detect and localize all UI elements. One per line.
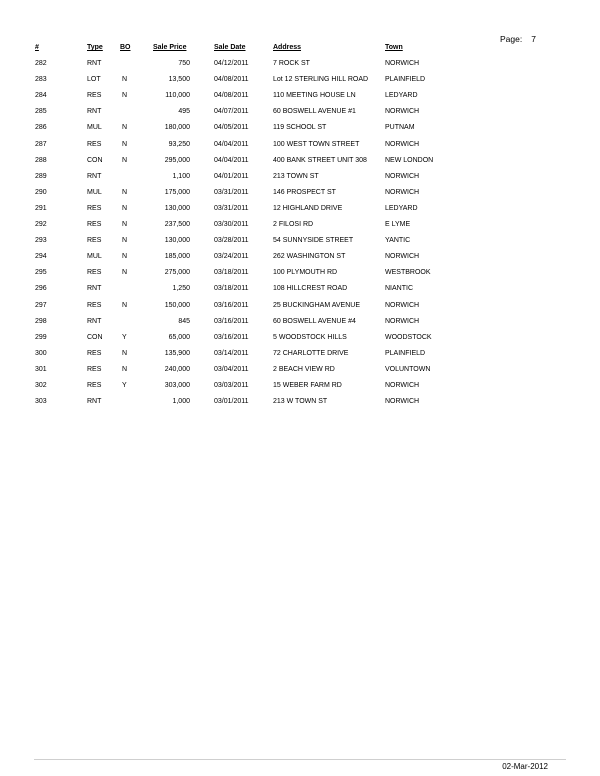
row-num: 296 — [35, 285, 47, 293]
table-row — [0, 108, 600, 124]
row-num: 284 — [35, 92, 47, 100]
row-sale-price: 180,000 — [164, 124, 190, 132]
row-sale-price: 175,000 — [164, 188, 190, 196]
row-sale-price: 1,000 — [172, 398, 190, 406]
row-type: RES — [87, 382, 102, 389]
table-row — [0, 60, 600, 76]
page-label: Page: — [500, 34, 523, 44]
row-sale-price: 295,000 — [164, 156, 190, 164]
row-type: LOT — [87, 76, 101, 84]
row-type: RES — [87, 269, 102, 277]
row-address: Lot 12 STERLING HILL ROAD — [273, 76, 369, 84]
row-bo: N — [122, 365, 128, 373]
row-num: 299 — [35, 333, 47, 341]
row-type: RES — [87, 365, 102, 373]
row-bo: N — [122, 156, 128, 164]
header-town: Town — [385, 44, 403, 51]
table-row — [0, 76, 600, 92]
row-sale-price: 1,250 — [172, 285, 190, 293]
row-type: RNT — [87, 317, 102, 325]
row-sale-price: 237,500 — [164, 221, 190, 228]
row-bo: N — [122, 253, 128, 261]
row-sale-date: 03/18/2011 — [214, 269, 249, 277]
row-num: 298 — [35, 317, 47, 325]
table-row — [0, 92, 600, 108]
row-address: 213 TOWN ST — [273, 172, 319, 180]
row-bo: N — [122, 188, 128, 196]
row-type: RNT — [87, 398, 102, 406]
row-town: NORWICH — [385, 253, 420, 261]
header-sale-date: Sale Date — [214, 44, 246, 51]
row-bo: N — [122, 221, 128, 228]
row-bo: Y — [122, 382, 127, 389]
row-type: MUL — [87, 253, 102, 261]
row-sale-price: 275,000 — [164, 269, 190, 277]
row-sale-date: 04/04/2011 — [214, 156, 249, 164]
row-town: NEW LONDON — [385, 156, 434, 164]
row-town: NIANTIC — [385, 285, 413, 293]
row-town: NORWICH — [385, 188, 420, 196]
row-num: 297 — [35, 301, 47, 309]
table-row — [0, 318, 600, 334]
row-town: NORWICH — [385, 398, 420, 406]
row-num: 303 — [35, 398, 47, 406]
table-row — [0, 269, 600, 285]
row-address: 213 W TOWN ST — [273, 398, 328, 406]
row-num: 289 — [35, 172, 47, 180]
row-address: 60 BOSWELL AVENUE #4 — [273, 317, 356, 325]
table-row — [0, 205, 600, 221]
row-address: 72 CHARLOTTE DRIVE — [273, 349, 349, 357]
table-row — [0, 285, 600, 301]
row-address: 400 BANK STREET UNIT 308 — [273, 156, 367, 164]
row-sale-price: 303,000 — [164, 382, 190, 389]
row-num: 300 — [35, 349, 47, 357]
row-bo: Y — [122, 333, 127, 341]
row-address: 2 FILOSI RD — [273, 221, 314, 228]
row-sale-date: 03/03/2011 — [214, 382, 249, 389]
row-sale-price: 240,000 — [164, 365, 190, 373]
row-bo: N — [122, 124, 128, 132]
row-sale-price: 65,000 — [168, 333, 190, 341]
header-type: Type — [87, 44, 103, 51]
row-sale-date: 03/16/2011 — [214, 301, 249, 309]
row-town: NORWICH — [385, 382, 420, 389]
table-row — [0, 221, 600, 237]
row-sale-date: 03/30/2011 — [214, 221, 249, 228]
row-bo: N — [122, 76, 128, 84]
row-address: 119 SCHOOL ST — [273, 124, 327, 132]
page-number: 7 — [531, 34, 536, 44]
row-town: NORWICH — [385, 140, 420, 148]
table-row — [0, 124, 600, 140]
row-sale-date: 03/04/2011 — [214, 365, 249, 373]
row-address: 100 WEST TOWN STREET — [273, 140, 360, 148]
table-row — [0, 189, 600, 205]
header-num: # — [35, 44, 39, 51]
row-town: WESTBROOK — [385, 269, 431, 277]
row-town: PLAINFIELD — [385, 76, 426, 84]
row-num: 285 — [35, 108, 47, 116]
row-sale-price: 845 — [178, 317, 190, 325]
row-town: LEDYARD — [385, 92, 418, 100]
row-num: 290 — [35, 188, 47, 196]
row-town: NORWICH — [385, 172, 420, 180]
row-town: NORWICH — [385, 301, 420, 309]
row-town: VOLUNTOWN — [385, 365, 431, 373]
row-sale-date: 04/05/2011 — [214, 124, 249, 132]
row-sale-price: 13,500 — [168, 76, 190, 84]
row-type: MUL — [87, 124, 102, 132]
row-address: 15 WEBER FARM RD — [273, 382, 342, 389]
row-sale-price: 130,000 — [164, 237, 190, 245]
row-sale-date: 03/28/2011 — [214, 237, 249, 245]
row-sale-date: 03/18/2011 — [214, 285, 249, 293]
row-type: RES — [87, 140, 102, 148]
row-bo: N — [122, 140, 128, 148]
row-sale-date: 03/24/2011 — [214, 253, 249, 261]
row-sale-price: 495 — [178, 108, 190, 116]
row-address: 60 BOSWELL AVENUE #1 — [273, 108, 356, 116]
row-address: 7 ROCK ST — [273, 60, 310, 67]
table-row — [0, 253, 600, 269]
row-type: RNT — [87, 108, 102, 116]
row-sale-price: 135,900 — [164, 349, 190, 357]
footer-divider — [34, 759, 566, 760]
row-address: 100 PLYMOUTH RD — [273, 269, 338, 277]
row-type: RES — [87, 221, 102, 228]
row-address: 262 WASHINGTON ST — [273, 253, 346, 261]
header-bo: BO — [120, 44, 131, 51]
row-sale-date: 03/31/2011 — [214, 204, 249, 212]
row-sale-date: 03/14/2011 — [214, 349, 249, 357]
row-town: NORWICH — [385, 108, 420, 116]
row-num: 302 — [35, 382, 47, 389]
table-row — [0, 237, 600, 253]
header-address: Address — [273, 44, 302, 51]
row-num: 301 — [35, 365, 47, 373]
row-address: 108 HILLCREST ROAD — [273, 285, 348, 293]
header-sale-price: Sale Price — [153, 44, 187, 51]
row-bo: N — [122, 92, 128, 100]
row-sale-date: 04/07/2011 — [214, 108, 249, 116]
row-sale-date: 04/08/2011 — [214, 76, 249, 84]
row-address: 2 BEACH VIEW RD — [273, 365, 335, 373]
row-num: 286 — [35, 124, 47, 132]
row-address: 146 PROSPECT ST — [273, 188, 336, 196]
row-town: PUTNAM — [385, 124, 415, 132]
row-type: CON — [87, 333, 103, 341]
row-num: 291 — [35, 204, 47, 212]
row-sale-date: 04/08/2011 — [214, 92, 249, 100]
row-address: 5 WOODSTOCK HILLS — [273, 333, 347, 341]
row-town: NORWICH — [385, 317, 420, 325]
row-num: 283 — [35, 76, 47, 84]
row-num: 293 — [35, 237, 47, 245]
row-type: RNT — [87, 172, 102, 180]
row-bo: N — [122, 349, 128, 357]
row-bo: N — [122, 301, 128, 309]
row-sale-date: 03/16/2011 — [214, 317, 249, 325]
table-row — [0, 334, 600, 350]
row-sale-date: 04/01/2011 — [214, 172, 249, 180]
row-bo: N — [122, 237, 128, 245]
row-type: RNT — [87, 285, 102, 293]
row-type: RES — [87, 237, 102, 245]
row-sale-price: 110,000 — [165, 92, 190, 100]
row-sale-date: 04/04/2011 — [214, 140, 249, 148]
row-address: 110 MEETING HOUSE LN — [273, 92, 356, 100]
table-row — [0, 398, 600, 414]
row-type: RES — [87, 92, 102, 100]
row-sale-date: 03/16/2011 — [214, 333, 249, 341]
row-sale-price: 1,100 — [172, 172, 190, 180]
row-type: CON — [87, 156, 103, 164]
row-bo: N — [122, 204, 128, 212]
table-row — [0, 173, 600, 189]
table-row — [0, 157, 600, 173]
row-town: YANTIC — [385, 237, 411, 245]
table-row — [0, 302, 600, 318]
row-num: 292 — [35, 221, 47, 228]
footer-date: 02-Mar-2012 — [502, 762, 548, 771]
row-address: 25 BUCKINGHAM AVENUE — [273, 301, 361, 309]
row-num: 294 — [35, 253, 47, 261]
row-type: RES — [87, 301, 102, 309]
table-row — [0, 350, 600, 366]
row-sale-price: 185,000 — [164, 253, 190, 261]
row-num: 288 — [35, 156, 47, 164]
row-num: 287 — [35, 140, 47, 148]
row-town: PLAINFIELD — [385, 349, 426, 357]
row-sale-price: 130,000 — [164, 204, 190, 212]
page-indicator — [500, 34, 536, 44]
row-town: NORWICH — [385, 60, 420, 67]
table-row — [0, 141, 600, 157]
row-sale-price: 750 — [178, 60, 190, 67]
row-town: WOODSTOCK — [385, 333, 432, 341]
row-sale-price: 93,250 — [168, 140, 190, 148]
row-address: 54 SUNNYSIDE STREET — [273, 237, 354, 245]
row-town: E LYME — [385, 221, 411, 228]
row-type: RES — [87, 204, 102, 212]
row-sale-date: 03/01/2011 — [214, 398, 249, 406]
row-num: 282 — [35, 60, 47, 67]
row-bo: N — [122, 269, 128, 277]
row-type: MUL — [87, 188, 102, 196]
table-row — [0, 366, 600, 382]
row-town: LEDYARD — [385, 204, 418, 212]
row-type: RNT — [87, 60, 102, 67]
row-sale-price: 150,000 — [164, 301, 190, 309]
row-address: 12 HIGHLAND DRIVE — [273, 204, 343, 212]
row-type: RES — [87, 349, 102, 357]
row-sale-date: 04/12/2011 — [214, 60, 249, 67]
row-num: 295 — [35, 269, 47, 277]
row-sale-date: 03/31/2011 — [214, 188, 249, 196]
table-row — [0, 382, 600, 398]
